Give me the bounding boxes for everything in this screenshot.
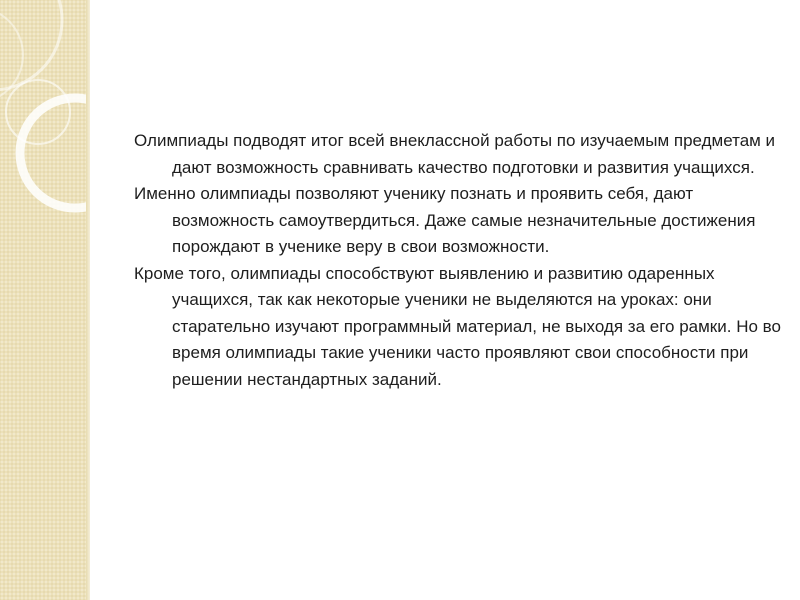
- slide-text-body: [134, 128, 784, 393]
- ring-thick: [20, 98, 90, 208]
- ring-ornament: [0, 0, 90, 600]
- panel-edge: [86, 0, 90, 600]
- paragraph-self-realization: Именно олимпиады позволяют ученику познать и проявить себя, дают возможность самоутвердиться. Даже самые незначительные достижения порождают в ученике веру в свои возможности.: [134, 184, 756, 256]
- ring-large: [0, 0, 62, 90]
- paragraph-gifted-students: Кроме того, олимпиады способствуют выявлению и развитию одаренных учащихся, так как некоторые ученики не выделяются на уроках: они старательно изучают программный материал, не выходя за его рамки. Но во время олимпиады такие ученики часто проявляют свои способности при решении нестандартных заданий.: [134, 263, 781, 389]
- decorative-side-panel: [0, 0, 90, 600]
- paragraph-olympiads-summary: Олимпиады подводят итог всей внеклассной работы по изучаемым предметам и дают возможность сравнивать качество подготовки и развития учащихся.: [134, 131, 776, 177]
